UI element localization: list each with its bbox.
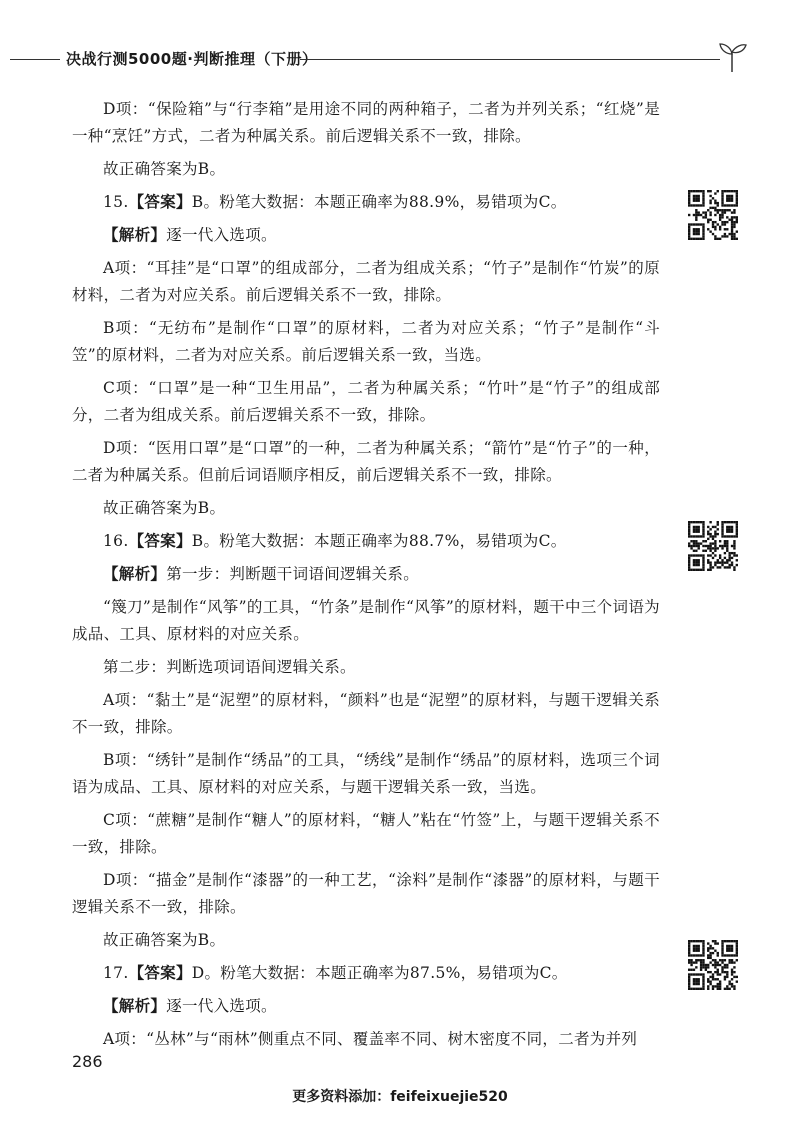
paragraph (72, 927, 660, 954)
paragraph-text: B项：“绣针”是制作“绣品”的工具，“绣线”是制作“绣品”的原材料，选项三个词语为成品、工具、原材料的对应关系，与题干逻辑关系一致，当选。 (72, 751, 660, 796)
qr-code-icon[interactable] (688, 521, 738, 571)
qr-code-icon[interactable] (688, 940, 738, 990)
paragraph-text: 故正确答案为B。 (103, 931, 226, 949)
sprout-icon (718, 40, 748, 74)
paragraph (72, 747, 660, 801)
section-tag: 【解析】 (103, 565, 167, 583)
paragraph-text: 逐一代入选项。 (166, 997, 277, 1015)
paragraph-text: D项：“保险箱”与“行李箱”是用途不同的两种箱子，二者为并列关系；“红烧”是一种“烹饪”方式，二者为种属关系。前后逻辑关系不一致，排除。 (72, 100, 660, 145)
paragraph (72, 528, 660, 555)
page-number: 286 (72, 1052, 103, 1071)
paragraph (72, 687, 660, 741)
paragraph-text: 第一步：判断题干词语间逻辑关系。 (166, 565, 420, 583)
header-rule-left (10, 59, 60, 60)
page-header (0, 44, 800, 74)
paragraph (72, 807, 660, 861)
paragraph-text: A项：“丛林”与“雨林”侧重点不同、覆盖率不同、树木密度不同，二者为并列 (103, 1030, 638, 1048)
section-tag: 【答案】 (128, 532, 192, 550)
section-tag: 【答案】 (128, 193, 192, 211)
paragraph (72, 375, 660, 429)
paragraph-text: “篾刀”是制作“风筝”的工具，“竹条”是制作“风筝”的原材料，题干中三个词语为成品、工具、原材料的对应关系。 (72, 598, 660, 643)
paragraph (72, 654, 660, 681)
paragraph (72, 867, 660, 921)
paragraph (72, 156, 660, 183)
paragraph (72, 1026, 660, 1053)
question-number: 16. (103, 532, 129, 550)
paragraph-text: 故正确答案为B。 (103, 160, 226, 178)
section-tag: 【解析】 (103, 997, 167, 1015)
question-number: 15. (103, 193, 129, 211)
paragraph-text: 第二步：判断选项词语间逻辑关系。 (103, 658, 356, 676)
paragraph (72, 594, 660, 648)
paragraph-text: 故正确答案为B。 (103, 499, 226, 517)
paragraph (72, 561, 660, 588)
paragraph (72, 315, 660, 369)
paragraph (72, 960, 660, 987)
paragraph-text: D。粉笔大数据：本题正确率为87.5%，易错项为C。 (191, 964, 568, 982)
book-title: 决战行测5000题·判断推理（下册） (66, 50, 318, 68)
footer-note: 更多资料添加：feifeixuejie520 (292, 1089, 508, 1105)
paragraph-text: B项：“无纺布”是制作“口罩”的原材料，二者为对应关系；“竹子”是制作“斗笠”的原材料，二者为对应关系。前后逻辑关系一致，当选。 (72, 319, 660, 364)
paragraph (72, 993, 660, 1020)
qr-code-icon[interactable] (688, 190, 738, 240)
paragraph-text: B。粉笔大数据：本题正确率为88.7%，易错项为C。 (191, 532, 567, 550)
paragraph-text: C项：“口罩”是一种“卫生用品”，二者为种属关系；“竹叶”是“竹子”的组成部分，二者为组成关系。前后逻辑关系不一致，排除。 (72, 379, 660, 424)
paragraph-text: B。粉笔大数据：本题正确率为88.9%，易错项为C。 (191, 193, 567, 211)
paragraph (72, 189, 660, 216)
paragraph (72, 435, 660, 489)
section-tag: 【答案】 (128, 964, 192, 982)
paragraph-text: D项：“描金”是制作“漆器”的一种工艺，“涂料”是制作“漆器”的原材料，与题干逻辑关系不一致，排除。 (72, 871, 660, 916)
answer-explanations (72, 96, 660, 1059)
paragraph-text: A项：“耳挂”是“口罩”的组成部分，二者为组成关系；“竹子”是制作“竹炭”的原材料，二者为对应关系。前后逻辑关系不一致，排除。 (72, 259, 660, 304)
paragraph (72, 255, 660, 309)
paragraph (72, 495, 660, 522)
paragraph (72, 96, 660, 150)
paragraph-text: 逐一代入选项。 (166, 226, 277, 244)
section-tag: 【解析】 (103, 226, 167, 244)
paragraph-text: C项：“蔗糖”是制作“糖人”的原材料，“糖人”粘在“竹签”上，与题干逻辑关系不一致，排除。 (72, 811, 660, 856)
question-number: 17. (103, 964, 129, 982)
paragraph-text: A项：“黏土”是“泥塑”的原材料，“颜料”也是“泥塑”的原材料，与题干逻辑关系不一致，排除。 (72, 691, 660, 736)
paragraph-text: D项：“医用口罩”是“口罩”的一种，二者为种属关系；“箭竹”是“竹子”的一种，二者为种属关系。但前后词语顺序相反，前后逻辑关系不一致，排除。 (72, 439, 660, 484)
header-rule-right (300, 59, 720, 60)
paragraph (72, 222, 660, 249)
